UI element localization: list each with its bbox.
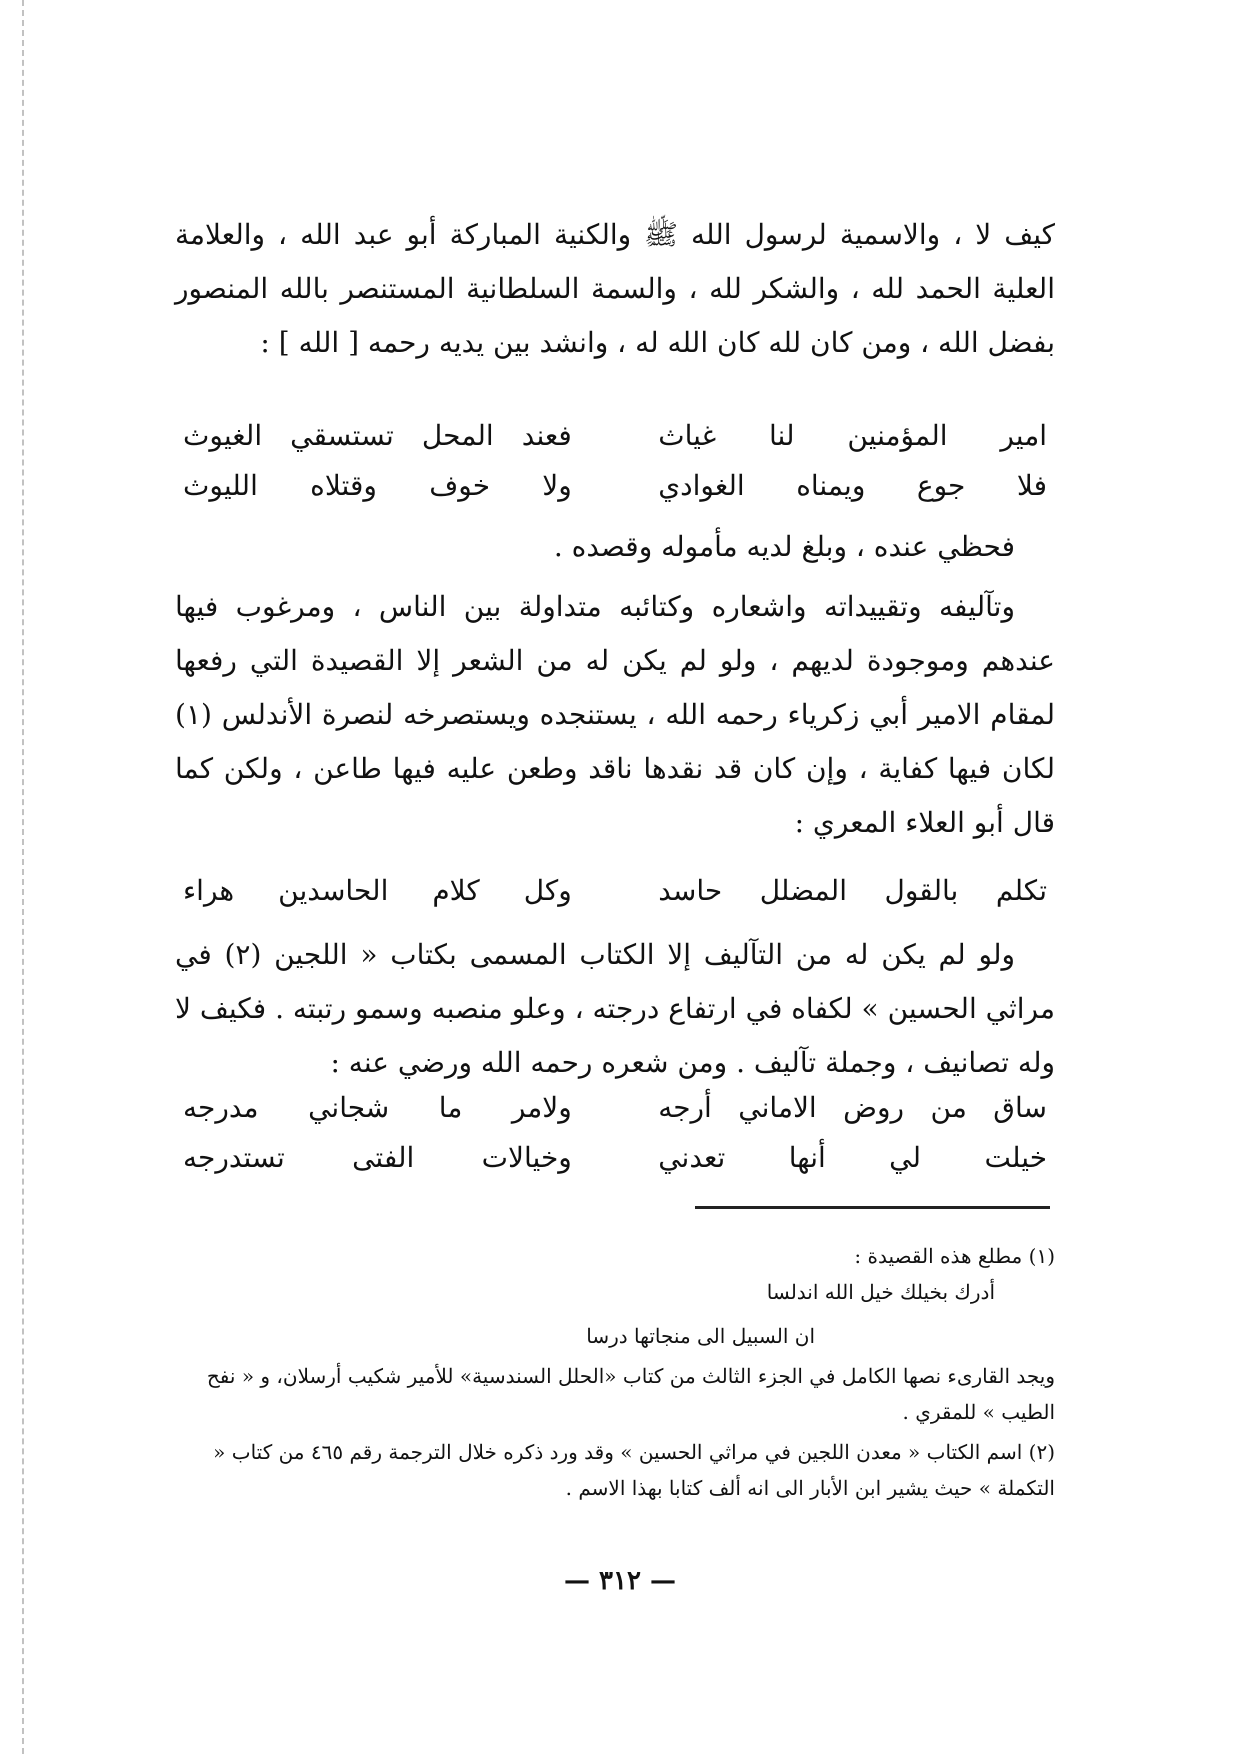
verse-left-hemistich: وخيالات الفتى تستدرجه: [183, 1140, 572, 1174]
verse-row: [175, 460, 1055, 510]
verse-left-hemistich: وكل كلام الحاسدين هراء: [183, 873, 572, 907]
footnotes: [175, 1238, 1055, 1506]
paragraph-2: فحظي عنده ، وبلغ لديه مأموله وقصده .: [553, 530, 1015, 563]
paragraph-3: وتآليفه وتقييداته واشعاره وكتائبه متداولة بين الناس ، ومرغوب فيها عندهم وموجودة لديهم ، ولو لم يكن له من الشعر إلا القصيدة التي رفعها لمقام الامير أبي زكرياء رحمه الله ، يستنجده ويستصرخه لنصرة الأندلس (١) لكان فيها كفاية ، وإن كان قد نقدها ناقد وطعن عليه فيها طاعن ، ولكن كما قال أبو العلاء المعري :: [175, 590, 1055, 839]
verse-block-2: [175, 865, 1055, 915]
paragraph-1-block: [175, 208, 1055, 370]
footnote-1-verse-first: أدرك بخيلك خيل الله اندلسا: [766, 1280, 995, 1304]
verse-row: [175, 1082, 1055, 1132]
footnote-1-verse-second: ان السبيل الى منجاتها درسا: [586, 1324, 815, 1348]
verse-right-hemistich: فلا جوع ويمناه الغوادي: [658, 468, 1047, 502]
paragraph-4: ولو لم يكن له من التآليف إلا الكتاب المسمى بكتاب « اللجين (٢) في مراثي الحسين » لكفاه في ارتفاع درجته ، وعلو منصبه وسمو رتبته . فكيف لا وله تصانيف ، وجملة تآليف . ومن شعره رحمه الله ورضي عنه :: [175, 938, 1055, 1079]
verse-left-hemistich: ولا خوف وقتلاه الليوث: [183, 468, 572, 502]
verse-row: [175, 865, 1055, 915]
paragraph-4-block: [175, 928, 1055, 1090]
verse-right-hemistich: ساق من روض الاماني أرجه: [658, 1090, 1047, 1124]
footnote-separator: [695, 1206, 1050, 1209]
verse-left-hemistich: فعند المحل تستسقي الغيوث: [183, 418, 572, 452]
paragraph-1: كيف لا ، والاسمية لرسول الله ﷺ والكنية المباركة أبو عبد الله ، والعلامة العلية الحمد لله ، والشكر لله ، والسمة السلطانية المستنصر بالله المنصور بفضل الله ، ومن كان لله كان الله له ، وانشد بين يديه رحمه [ الله ] :: [175, 218, 1055, 359]
paragraph-2-block: [175, 520, 1055, 574]
footnote-2: (٢) اسم الكتاب « معدن اللجين في مراثي الحسين » وقد ورد ذكره خلال الترجمة رقم ٤٦٥ من كتاب « التكملة » حيث يشير ابن الأبار الى انه ألف كتابا بهذا الاسم .: [213, 1440, 1055, 1500]
verse-block-1: [175, 410, 1055, 510]
binding-edge: [22, 0, 27, 1754]
footnote-1-heading: (١) مطلع هذه القصيدة :: [854, 1244, 1055, 1268]
verse-block-3: [175, 1082, 1055, 1182]
verse-left-hemistich: ولامر ما شجاني مدرجه: [183, 1090, 572, 1124]
verse-row: [175, 410, 1055, 460]
verse-row: [175, 1132, 1055, 1182]
footnote-1-body: ويجد القارىء نصها الكامل في الجزء الثالث من كتاب «الحلل السندسية» للأمير شكيب أرسلان، و « نفح الطيب » للمقري .: [206, 1364, 1055, 1424]
verse-right-hemistich: تكلم بالقول المضلل حاسد: [658, 873, 1047, 907]
verse-right-hemistich: امير المؤمنين لنا غياث: [658, 418, 1047, 452]
verse-right-hemistich: خيلت لي أنها تعدني: [658, 1140, 1047, 1174]
paragraph-3-block: [175, 580, 1055, 850]
page-number: — ٣١٢ —: [563, 1566, 677, 1596]
